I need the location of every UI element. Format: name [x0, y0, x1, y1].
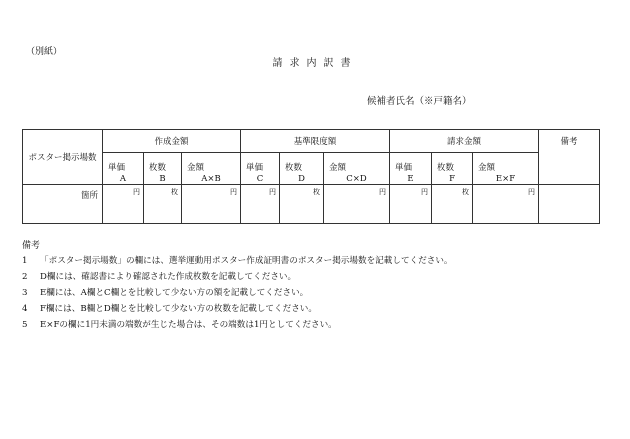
column-code-ef: E×F: [473, 173, 539, 185]
unit-sheets-label: 枚: [171, 188, 178, 196]
unit-yen-label: 円: [379, 188, 387, 196]
input-cell-a[interactable]: [103, 185, 144, 224]
candidate-name-label: 候補者氏名（※戸籍名）: [367, 96, 472, 107]
note-text: E×Fの欄に1円未満の端数が生じた場合は、その端数は1円としてください。: [40, 320, 337, 330]
note-text: 「ポスター掲示場数」の欄には、選挙運動用ポスター作成証明書のポスター掲示場数を記載してください。: [40, 256, 453, 266]
page-title: 請求内訳書: [272, 58, 358, 69]
unit-yen-label: 円: [269, 188, 276, 196]
note-number: 2: [22, 272, 28, 282]
note-item: [22, 254, 453, 266]
input-cell-e[interactable]: [390, 185, 432, 224]
table-header-row: [23, 130, 600, 153]
unit-yen-label: 円: [230, 188, 237, 196]
column-code-c: C: [241, 173, 280, 185]
note-text: E欄には、A欄とC欄とを比較して少ない方の額を記載してください。: [40, 288, 309, 298]
remarks-header: 備考: [539, 130, 600, 153]
notes-heading: 備考: [22, 241, 41, 251]
table-code-row: [23, 173, 600, 185]
column-code-d: D: [280, 173, 324, 185]
quantity-d-header: 枚数: [280, 153, 324, 174]
remarks-input-cell[interactable]: [539, 185, 600, 224]
column-code-e: E: [390, 173, 432, 185]
note-number: 5: [22, 320, 28, 330]
unit-yen-label: 円: [528, 188, 536, 196]
unit-price-a-header: 単価: [103, 153, 144, 174]
note-item: [22, 302, 317, 314]
unit-sheets-label: 枚: [462, 188, 470, 196]
unit-price-e-header: 単価: [390, 153, 432, 174]
production-amount-header: 作成金額: [103, 130, 241, 153]
note-text: D欄には、確認書により確認された作成枚数を記載してください。: [40, 272, 297, 282]
input-cell-cd[interactable]: [324, 185, 390, 224]
column-code-cd: C×D: [324, 173, 390, 185]
location-count-cell: 箇所: [23, 185, 103, 224]
unit-sheets-label: 枚: [313, 188, 320, 196]
input-cell-c[interactable]: [241, 185, 280, 224]
column-code-a: A: [103, 173, 144, 185]
claim-amount-header: 請求金額: [390, 130, 539, 153]
input-cell-ab[interactable]: [182, 185, 241, 224]
note-number: 3: [22, 288, 28, 298]
table-row: [23, 185, 600, 224]
quantity-f-header: 枚数: [432, 153, 473, 174]
amount-cd-header: 金額: [324, 153, 390, 174]
poster-board-count-header: ポスター掲示場数: [23, 130, 103, 185]
unit-yen-label: 円: [133, 188, 140, 196]
amount-ab-header: 金額: [182, 153, 241, 174]
column-code-f: F: [432, 173, 473, 185]
note-text: F欄には、B欄とD欄とを比較して少ない方の枚数を記載してください。: [40, 304, 317, 314]
input-cell-f[interactable]: [432, 185, 473, 224]
table-subheader-row: [23, 153, 600, 174]
note-item: [22, 286, 308, 298]
annex-label: （別紙）: [26, 47, 63, 57]
note-item: [22, 270, 296, 282]
quantity-b-header: 枚数: [144, 153, 182, 174]
column-code-b: B: [144, 173, 182, 185]
input-cell-d[interactable]: [280, 185, 324, 224]
remarks-header-blank: [539, 153, 600, 185]
amount-ef-header: 金額: [473, 153, 539, 174]
unit-yen-label: 円: [421, 188, 429, 196]
input-cell-ef[interactable]: [473, 185, 539, 224]
column-code-ab: A×B: [182, 173, 241, 185]
input-cell-b[interactable]: [144, 185, 182, 224]
standard-limit-header: 基準限度額: [241, 130, 390, 153]
note-number: 4: [22, 304, 28, 314]
claim-breakdown-table: [22, 129, 600, 224]
unit-price-c-header: 単価: [241, 153, 280, 174]
note-number: 1: [22, 256, 28, 266]
note-item: [22, 318, 337, 330]
